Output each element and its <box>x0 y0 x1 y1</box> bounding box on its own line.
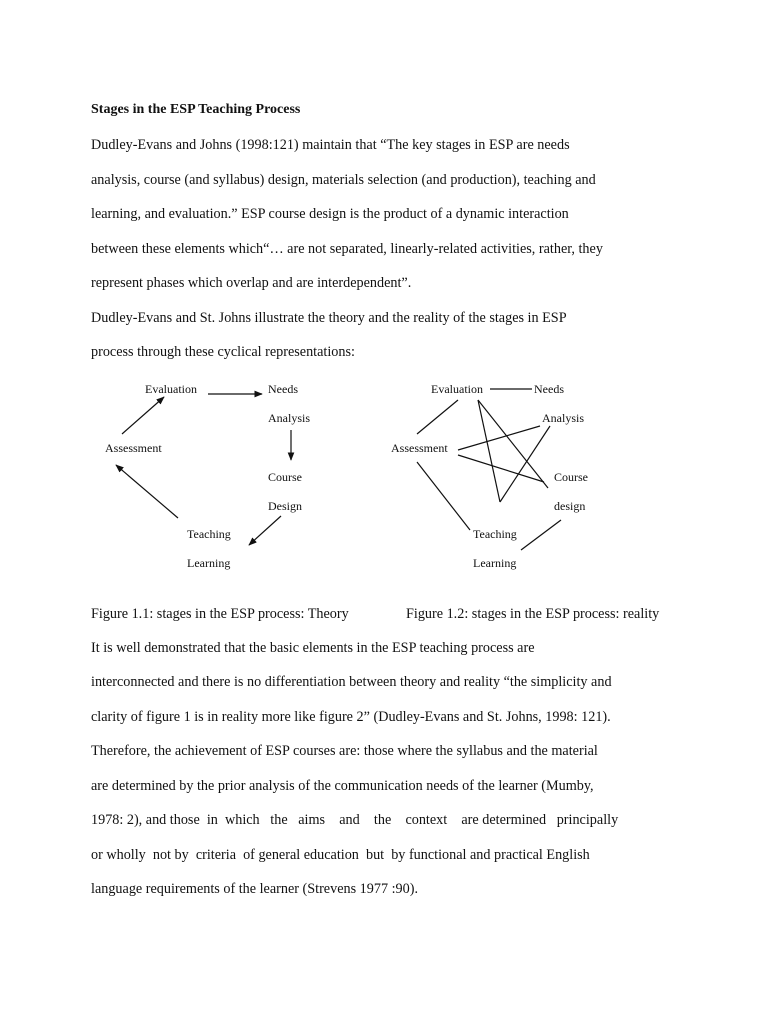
fig1-arrow-assessment-evaluation <box>122 397 164 434</box>
paragraph-1-line-2: analysis, course (and syllabus) design, materials selection (and production), teaching and <box>91 172 596 188</box>
fig1-teaching-label: Teaching <box>187 527 231 541</box>
fig2-design-label: design <box>554 499 586 513</box>
fig2-analysis-label: Analysis <box>542 411 584 425</box>
fig2-course-label: Course <box>554 470 588 484</box>
paragraph-3-line-6: 1978: 2), and those in which the aims and the context are determined principally <box>91 812 619 828</box>
fig2-line-evaluation-design <box>478 400 500 502</box>
fig2-needs-label: Needs <box>534 382 564 396</box>
fig2-learning-label: Learning <box>473 556 517 570</box>
figures-diagram <box>0 370 768 580</box>
figure-2-caption: Figure 1.2: stages in the ESP process: reality <box>406 606 660 622</box>
fig1-design-label: Design <box>268 499 302 513</box>
fig1-arrow-teaching-assessment <box>116 465 178 518</box>
fig1-assessment-label: Assessment <box>105 441 162 455</box>
paragraph-3-line-1: It is well demonstrated that the basic elements in the ESP teaching process are <box>91 640 535 656</box>
fig1-course-label: Course <box>268 470 302 484</box>
section-title: Stages in the ESP Teaching Process <box>91 102 301 117</box>
fig1-evaluation-label: Evaluation <box>145 382 197 396</box>
fig1-needs-label: Needs <box>268 382 298 396</box>
fig2-teaching-label: Teaching <box>473 527 517 541</box>
fig1-arrow-design-teaching <box>249 516 281 545</box>
paragraph-2-line-1: Dudley-Evans and St. Johns illustrate the theory and the reality of the stages in ESP <box>91 310 567 326</box>
paragraph-3-line-4: Therefore, the achievement of ESP courses are: those where the syllabus and the material <box>91 743 598 759</box>
paragraph-3-line-8: language requirements of the learner (Strevens 1977 :90). <box>91 881 418 897</box>
paragraph-3-line-5: are determined by the prior analysis of the communication needs of the learner (Mumby, <box>91 778 594 794</box>
paragraph-1-line-5: represent phases which overlap and are interdependent”. <box>91 275 412 291</box>
paragraph-3-line-7: or wholly not by criteria of general education but by functional and practical English <box>91 847 590 863</box>
fig2-assessment-label: Assessment <box>391 441 448 455</box>
fig2-line-learning-design <box>521 520 561 550</box>
figure-2-reality <box>391 382 588 570</box>
fig1-learning-label: Learning <box>187 556 231 570</box>
figure-1-theory <box>105 382 310 570</box>
paragraph-1-line-4: between these elements which“… are not separated, linearly-related activities, rather, they <box>91 241 603 257</box>
paragraph-3-line-2: interconnected and there is no differentiation between theory and reality “the simplicity and <box>91 674 612 690</box>
paragraph-2-line-2: process through these cyclical representations: <box>91 344 355 360</box>
fig2-line-assessment-course <box>458 455 544 482</box>
fig2-line-assessment-analysis <box>458 426 540 450</box>
fig2-evaluation-label: Evaluation <box>431 382 483 396</box>
paragraph-3-line-3: clarity of figure 1 is in reality more like figure 2” (Dudley-Evans and St. Johns, 1998: 121). <box>91 709 611 725</box>
figure-1-caption: Figure 1.1: stages in the ESP process: Theory <box>91 606 349 622</box>
fig1-analysis-label: Analysis <box>268 411 310 425</box>
fig2-line-evaluation-assessment <box>417 400 458 434</box>
paragraph-1-line-1: Dudley-Evans and Johns (1998:121) maintain that “The key stages in ESP are needs <box>91 137 570 153</box>
fig2-line-assessment-teaching <box>417 462 470 530</box>
paragraph-1-line-3: learning, and evaluation.” ESP course design is the product of a dynamic interaction <box>91 206 569 222</box>
